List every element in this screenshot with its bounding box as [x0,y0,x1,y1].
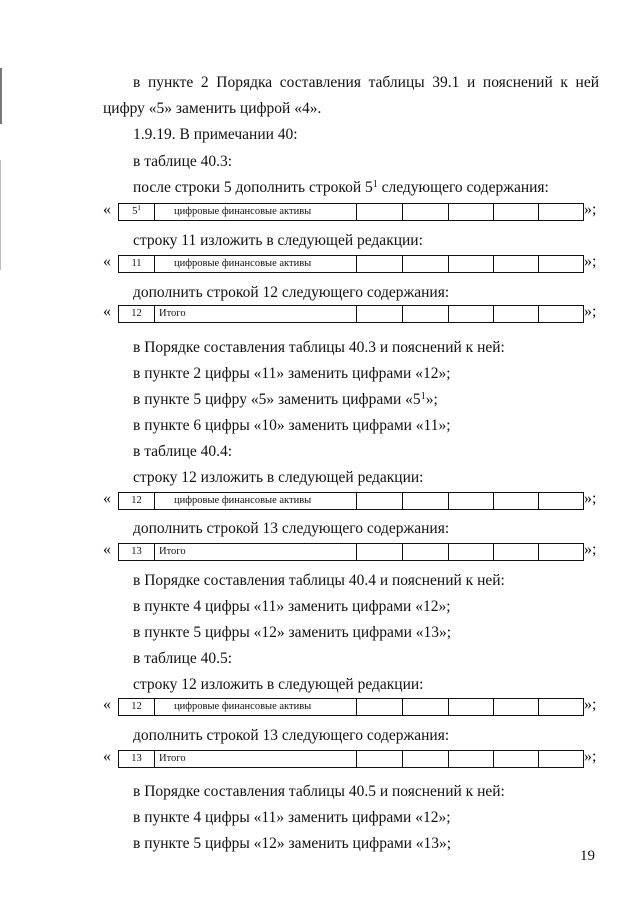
close-quote: »; [584,253,597,270]
paragraph: строку 12 изложить в следующей редакции: [133,469,424,486]
paragraph: цифру «5» заменить цифрой «4». [103,100,322,117]
text-fragment: »; [425,391,438,408]
row-number: $5^1$ [132,204,141,217]
scan-margin-line [0,68,2,124]
row-label: цифровые финансовые активы [174,258,312,269]
row-number: 12 [131,701,142,712]
paragraph: в таблице 40.5: [133,650,233,667]
table-row [103,255,603,275]
row-label: цифровые финансовые активы [174,206,312,217]
open-quote: « [103,201,111,218]
scan-margin-line [0,160,1,270]
open-quote: « [103,490,111,507]
row-label: цифровые финансовые активы [174,495,312,506]
superscript: 1 [372,179,378,190]
paragraph [133,175,599,201]
row-number: 12 [131,308,142,319]
text-fragment: следующего содержания: [377,179,549,196]
row-label: Итого [159,308,186,319]
open-quote: « [103,696,111,713]
paragraph: в таблице 40.3: [133,153,233,170]
table-row-frame [118,492,584,510]
close-quote: »; [584,748,597,765]
close-quote: »; [584,303,597,320]
table-row-frame [118,203,584,221]
paragraph: в пункте 4 цифры «11» заменить цифрами «12»; [133,809,451,826]
open-quote: « [103,303,111,320]
paragraph: в Порядке составления таблицы 40.3 и пояснений к ней: [133,339,505,356]
paragraph: строку 12 изложить в следующей редакции: [133,676,424,693]
paragraph: дополнить строкой 13 следующего содержания: [133,727,450,744]
table-row-frame [118,305,584,323]
open-quote: « [103,253,111,270]
table-row [103,492,603,512]
text-fragment: после строки 5 дополнить строкой 5 [133,179,373,196]
table-row-frame [118,750,584,768]
paragraph: в пункте 4 цифры «11» заменить цифрами «12»; [133,598,451,615]
close-quote: »; [584,696,597,713]
table-row-frame [118,543,584,561]
paragraph [133,387,599,413]
section-heading: 1.9.19. В примечании 40: [133,126,298,143]
table-row [103,698,603,718]
open-quote: « [103,748,111,765]
paragraph: в пункте 5 цифры «12» заменить цифрами «13»; [133,624,452,641]
row-label: цифровые финансовые активы [174,701,312,712]
paragraph: в пункте 6 цифры «10» заменить цифрами «11»; [133,417,451,434]
paragraph: в пункте 2 цифры «11» заменить цифрами «12»; [133,365,451,382]
paragraph: строку 11 изложить в следующей редакции: [133,232,423,249]
row-number: 12 [131,495,142,506]
table-row [103,305,603,325]
paragraph: дополнить строкой 12 следующего содержания: [133,284,450,301]
row-label: Итого [159,546,186,557]
row-number: 13 [131,546,142,557]
row-number: 13 [131,753,142,764]
close-quote: »; [584,541,597,558]
paragraph: в таблице 40.4: [133,443,233,460]
row-number: 11 [131,258,142,269]
close-quote: »; [584,201,597,218]
paragraph: в пункте 2 Порядка составления таблицы 39.1 и пояснений к ней [133,74,599,91]
table-row [103,750,603,770]
paragraph: в пункте 5 цифры «12» заменить цифрами «13»; [133,835,452,852]
table-row-frame [118,698,584,716]
text-fragment: в пункте 5 цифру «5» заменить цифрами «5 [133,391,421,408]
table-row [103,203,603,223]
superscript: 1 [420,391,426,402]
table-row-frame [118,255,584,273]
row-label: Итого [159,753,186,764]
paragraph: в Порядке составления таблицы 40.5 и пояснений к ней: [133,783,505,800]
close-quote: »; [584,490,597,507]
paragraph: в Порядке составления таблицы 40.4 и пояснений к ней: [133,572,505,589]
page-number: 19 [580,848,595,864]
open-quote: « [103,541,111,558]
table-row [103,543,603,563]
paragraph: дополнить строкой 13 следующего содержания: [133,520,450,537]
